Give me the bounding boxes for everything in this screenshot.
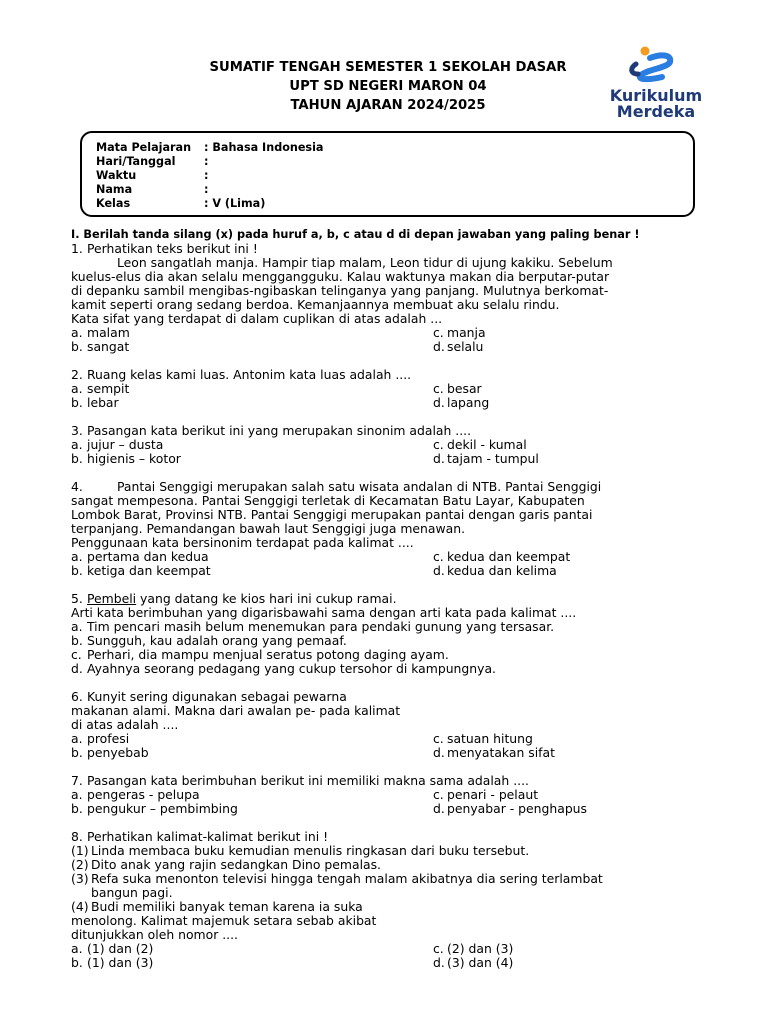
info-row-subject <box>96 141 323 155</box>
question-number: 6. <box>71 689 83 704</box>
info-label: Nama <box>96 183 133 196</box>
question-8 <box>71 830 711 970</box>
sentence-text: Linda membaca buku kemudian menulis ringkasan dari buku tersebut. <box>91 843 530 858</box>
option-b[interactable]: b. penyebab <box>71 745 149 760</box>
option-d[interactable]: d. kedua dan kelima <box>433 563 557 578</box>
option-d[interactable]: d. penyabar - penghapus <box>433 801 587 816</box>
question-text: Kata sifat yang terdapat di dalam cuplikan di atas adalah ... <box>71 311 443 326</box>
question-5 <box>71 592 711 676</box>
question-text: ditunjukkan oleh nomor .... <box>71 927 238 942</box>
option-a[interactable]: a. profesi <box>71 731 130 746</box>
question-text: Pasangan kata berikut ini yang merupakan sinonim adalah .... <box>87 423 472 438</box>
info-value: : Bahasa Indonesia <box>204 141 324 154</box>
question-text: Kunyit sering digunakan sebagai pewarna <box>87 689 347 704</box>
question-4 <box>71 480 711 578</box>
exam-header <box>150 58 626 115</box>
option-d[interactable]: d. Ayahnya seorang pedagang yang cukup tersohor di kampungnya. <box>71 661 496 676</box>
info-value: : <box>204 169 209 182</box>
info-value: : <box>204 155 209 168</box>
option-d[interactable]: d. (3) dan (4) <box>433 955 514 970</box>
question-text: Penggunaan kata bersinonim terdapat pada kalimat .... <box>71 535 414 550</box>
question-intro: Perhatikan teks berikut ini ! <box>87 241 258 256</box>
option-c[interactable]: c. satuan hitung <box>433 731 533 746</box>
question-number: 4. <box>71 479 83 494</box>
info-label: Kelas <box>96 197 131 210</box>
option-d[interactable]: d. menyatakan sifat <box>433 745 555 760</box>
logo-word-kurikulum: Kurikulum <box>609 86 703 105</box>
option-c[interactable]: c. dekil - kumal <box>433 437 527 452</box>
option-a[interactable]: a. (1) dan (2) <box>71 941 154 956</box>
question-intro: Perhatikan kalimat-kalimat berikut ini ! <box>87 829 329 844</box>
option-c[interactable]: c. besar <box>433 381 482 396</box>
passage-line: sangat mempesona. Pantai Senggigi terletak di Kecamatan Batu Layar, Kabupaten <box>71 493 585 508</box>
info-label: Waktu <box>96 169 137 182</box>
info-row-name <box>96 183 208 197</box>
passage-line: kamit seperti orang sedang berdoa. Kemanjaannya membuat aku selalu rindu. <box>71 297 560 312</box>
option-b[interactable]: b. lebar <box>71 395 119 410</box>
option-c[interactable]: c. penari - pelaut <box>433 787 539 802</box>
question-list <box>71 228 711 970</box>
question-number: 7. <box>71 773 83 788</box>
option-c[interactable]: c. kedua dan keempat <box>433 549 571 564</box>
info-label: Mata Pelajaran <box>96 141 192 154</box>
question-text: menolong. Kalimat majemuk setara sebab akibat <box>71 913 377 928</box>
question-text: Ruang kelas kami luas. Antonim kata luas adalah .... <box>87 367 412 382</box>
instruction: I. Berilah tanda silang (x) pada huruf a, b, c atau d di depan jawaban yang paling benar ! <box>71 228 640 241</box>
question-number: 3. <box>71 423 83 438</box>
option-b[interactable]: b. (1) dan (3) <box>71 955 154 970</box>
sentence-number: (3) <box>71 871 89 886</box>
option-c[interactable]: c. manja <box>433 325 486 340</box>
option-b[interactable]: b. ketiga dan keempat <box>71 563 211 578</box>
question-2 <box>71 368 711 410</box>
exam-title: SUMATIF TENGAH SEMESTER 1 SEKOLAH DASAR <box>209 60 567 75</box>
kurikulum-merdeka-mark-icon <box>600 44 712 88</box>
question-7 <box>71 774 711 816</box>
option-a[interactable]: a. pengeras - pelupa <box>71 787 200 802</box>
sentence-number: (1) <box>71 843 89 858</box>
kurikulum-merdeka-logo <box>600 44 712 124</box>
passage-line: Leon sangatlah manja. Hampir tiap malam, Leon tidur di ujung kakiku. Sebelum <box>117 255 613 270</box>
passage-line: terpanjang. Pemandangan bawah laut Senggigi juga menawan. <box>71 521 466 536</box>
underlined-word: Pembeli <box>87 591 137 606</box>
question-3 <box>71 424 711 466</box>
question-6 <box>71 690 711 760</box>
logo-word-merdeka: Merdeka <box>616 102 696 121</box>
sentence-text: Refa suka menonton televisi hingga tengah malam akibatnya dia sering terlambat <box>91 871 603 886</box>
question-text: makanan alami. Makna dari awalan pe- pada kalimat <box>71 703 401 718</box>
option-a[interactable]: a. jujur – dusta <box>71 437 164 452</box>
sentence-text: Dito anak yang rajin sedangkan Dino pemalas. <box>91 857 381 872</box>
info-value: : <box>204 183 209 196</box>
info-label: Hari/Tanggal <box>96 155 176 168</box>
option-d[interactable]: d. selalu <box>433 339 484 354</box>
sentence-text: Budi memiliki banyak teman karena ia suka <box>91 899 363 914</box>
info-row-time <box>96 169 208 183</box>
option-b[interactable]: b. Sungguh, kau adalah orang yang pemaaf. <box>71 633 347 648</box>
info-row-class <box>96 197 265 211</box>
question-sentence: yang datang ke kios hari ini cukup ramai. <box>136 591 397 606</box>
student-info-box <box>80 131 695 217</box>
option-a[interactable]: a. Tim pencari masih belum menemukan para pendaki gunung yang tersasar. <box>71 619 555 634</box>
question-text: di atas adalah .... <box>71 717 179 732</box>
question-number: 8. <box>71 829 83 844</box>
option-d[interactable]: d. tajam - tumpul <box>433 451 539 466</box>
option-c[interactable]: c. Perhari, dia mampu menjual seratus potong daging ayam. <box>71 647 449 662</box>
sentence-text: bangun pagi. <box>91 885 173 900</box>
option-a[interactable]: a. malam <box>71 325 130 340</box>
info-row-date <box>96 155 208 169</box>
passage-line: kuelus-elus dia akan selalu menggangguku. Kalau waktunya makan dia berputar-putar <box>71 269 610 284</box>
option-d[interactable]: d. lapang <box>433 395 490 410</box>
option-c[interactable]: c. (2) dan (3) <box>433 941 514 956</box>
question-1 <box>71 242 711 354</box>
option-a[interactable]: a. sempit <box>71 381 130 396</box>
passage-line: Pantai Senggigi merupakan salah satu wisata andalan di NTB. Pantai Senggigi <box>117 479 602 494</box>
option-b[interactable]: b. higienis – kotor <box>71 451 181 466</box>
sentence-number: (4) <box>71 899 89 914</box>
question-text: Arti kata berimbuhan yang digarisbawahi sama dengan arti kata pada kalimat .... <box>71 605 577 620</box>
info-value: : V (Lima) <box>204 197 266 210</box>
academic-year: TAHUN AJARAN 2024/2025 <box>290 98 486 113</box>
passage-line: di depanku sambil mengibas-ngibaskan telinganya yang panjang. Mulutnya berkomat- <box>71 283 609 298</box>
passage-line: Lombok Barat, Provinsi NTB. Pantai Senggigi merupakan pantai dengan garis pantai <box>71 507 593 522</box>
option-b[interactable]: b. sangat <box>71 339 130 354</box>
option-a[interactable]: a. pertama dan kedua <box>71 549 209 564</box>
question-number: 5. <box>71 591 83 606</box>
question-number: 2. <box>71 367 83 382</box>
question-text: Pasangan kata berimbuhan berikut ini memiliki makna sama adalah .... <box>87 773 529 788</box>
question-number: 1. <box>71 241 83 256</box>
sentence-number: (2) <box>71 857 89 872</box>
option-b[interactable]: b. pengukur – pembimbing <box>71 801 238 816</box>
school-name: UPT SD NEGERI MARON 04 <box>289 79 487 94</box>
